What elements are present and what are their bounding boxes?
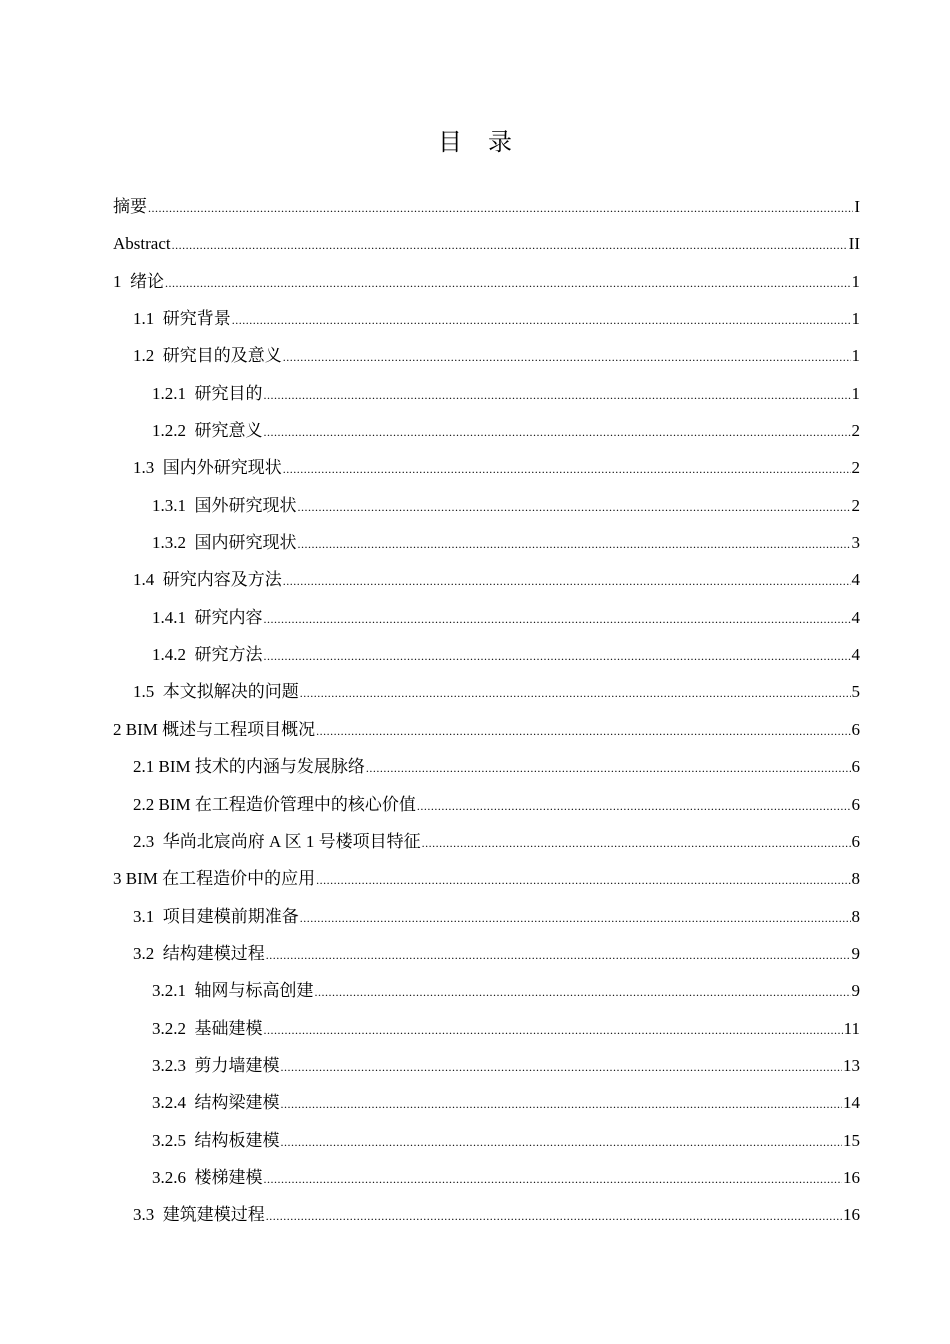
toc-entry[interactable] (113, 792, 860, 829)
toc-entry[interactable] (113, 194, 860, 231)
toc-entry-page: 1 (851, 346, 860, 366)
toc-entry[interactable] (113, 1090, 860, 1127)
toc-entry-page: 2 (851, 421, 860, 441)
toc-entry[interactable] (113, 455, 860, 492)
toc-entry-page: 15 (843, 1130, 860, 1150)
toc-entry-page: I (854, 197, 860, 216)
dot-leader (298, 494, 851, 520)
toc-entry-page: II (848, 234, 860, 254)
dot-leader (315, 979, 851, 1005)
toc-entry-label: 3.2.4 结构梁建模 (152, 1093, 280, 1113)
toc-entry-label: 3.2.6 楼梯建模 (152, 1167, 263, 1187)
dot-leader (172, 232, 848, 258)
toc-entry-label: 2.1 BIM 技术的内涵与发展脉络 (133, 757, 365, 777)
toc-entry[interactable] (113, 306, 860, 343)
toc-entry-page: 9 (851, 981, 860, 1001)
toc-entry-label: 3.2.3 剪力墙建模 (152, 1055, 280, 1075)
dot-leader (300, 905, 851, 931)
toc-entry-page: 16 (843, 1205, 860, 1225)
dot-leader (232, 307, 851, 333)
toc-entry[interactable] (113, 567, 860, 604)
toc-entry[interactable] (113, 679, 860, 716)
dot-leader (264, 606, 851, 632)
dot-leader (300, 680, 851, 706)
toc-entry[interactable] (113, 1053, 860, 1090)
dot-leader (417, 793, 851, 819)
dot-leader (283, 568, 851, 594)
toc-entry-label: 1.2.2 研究意义 (152, 421, 263, 441)
toc-entry-label: 摘要 (113, 197, 147, 216)
toc-entry-label: 3.2.1 轴网与标高创建 (152, 981, 314, 1001)
dot-leader (316, 867, 850, 893)
toc-entry-page: 2 (851, 458, 860, 478)
dot-leader (266, 942, 851, 968)
toc-entry-page: 4 (851, 645, 860, 665)
toc-entry-page: 2 (851, 495, 860, 515)
dot-leader (281, 1054, 843, 1080)
toc-entry[interactable] (113, 381, 860, 418)
toc-entry-page: 9 (851, 943, 860, 963)
dot-leader (281, 1129, 843, 1155)
toc-entry[interactable] (113, 1202, 860, 1239)
toc-entry-label: 1.3.2 国内研究现状 (152, 533, 297, 553)
toc-entry-label: 3.2 结构建模过程 (133, 943, 265, 963)
toc-entry-page: 4 (851, 607, 860, 627)
toc-entry-label: 1.4.1 研究内容 (152, 607, 263, 627)
toc-entry[interactable] (113, 754, 860, 791)
toc-entry-label: 1.3 国内外研究现状 (133, 458, 282, 478)
toc-entry-label: 1.2 研究目的及意义 (133, 346, 282, 366)
toc-entry-page: 13 (843, 1055, 860, 1075)
dot-leader (422, 830, 851, 856)
toc-entry-label: 3.3 建筑建模过程 (133, 1205, 265, 1225)
toc-entry-label: 3.1 项目建模前期准备 (133, 906, 299, 926)
toc-entry-page: 6 (851, 831, 860, 851)
toc-entry[interactable] (113, 904, 860, 941)
toc-entry-label: 1.3.1 国外研究现状 (152, 495, 297, 515)
toc-entry-page: 4 (851, 570, 860, 590)
dot-leader (283, 344, 851, 370)
toc-entry[interactable] (113, 418, 860, 455)
dot-leader (264, 1166, 843, 1192)
toc-entry[interactable] (113, 1016, 860, 1053)
toc-entry-page: 1 (851, 271, 860, 291)
toc-entry-page: 14 (843, 1093, 860, 1113)
dot-leader (264, 643, 851, 669)
dot-leader (264, 382, 851, 408)
toc-entry[interactable] (113, 493, 860, 530)
toc-entry-page: 8 (851, 906, 860, 926)
dot-leader (281, 1091, 843, 1117)
toc-entry[interactable] (113, 717, 860, 754)
toc-entry-page: 8 (851, 869, 860, 889)
toc-entry-page: 5 (851, 682, 860, 702)
toc-entry[interactable] (113, 978, 860, 1015)
dot-leader (148, 195, 853, 221)
toc-entry-label: 1 绪论 (113, 271, 164, 291)
dot-leader (165, 270, 851, 296)
toc-entry-label: 3.2.2 基础建模 (152, 1018, 263, 1038)
toc-entry[interactable] (113, 1165, 860, 1202)
toc-entry-label: 2.2 BIM 在工程造价管理中的核心价值 (133, 794, 416, 814)
dot-leader (264, 1017, 843, 1043)
toc-entry-label: Abstract (113, 234, 171, 254)
toc-entry-page: 6 (851, 719, 860, 739)
page-title: 目录 (438, 128, 538, 156)
toc-entry-label: 1.2.1 研究目的 (152, 383, 263, 403)
toc-entry-page: 6 (851, 757, 860, 777)
dot-leader (283, 456, 851, 482)
toc-entry-page: 16 (843, 1167, 860, 1187)
toc-entry-page: 1 (851, 383, 860, 403)
toc-entry-label: 3 BIM 在工程造价中的应用 (113, 869, 316, 889)
toc-entry[interactable] (113, 530, 860, 567)
toc-entry[interactable] (113, 605, 860, 642)
toc-entry-label: 1.4 研究内容及方法 (133, 570, 282, 590)
dot-leader (316, 718, 850, 744)
dot-leader (264, 419, 851, 445)
toc-entry-label: 2.3 华尚北宸尚府 A 区 1 号楼项目特征 (133, 831, 421, 851)
table-of-contents (113, 194, 860, 1240)
dot-leader (298, 531, 851, 557)
toc-entry-label: 1.1 研究背景 (133, 309, 231, 329)
toc-entry-label: 1.4.2 研究方法 (152, 645, 263, 665)
toc-entry[interactable] (113, 866, 860, 903)
toc-entry-page: 1 (851, 309, 860, 329)
toc-entry-page: 11 (843, 1018, 860, 1038)
toc-entry-label: 1.5 本文拟解决的问题 (133, 682, 299, 702)
toc-entry[interactable] (113, 1128, 860, 1165)
toc-entry[interactable] (113, 343, 860, 380)
toc-entry[interactable] (113, 941, 860, 978)
toc-entry[interactable] (113, 231, 860, 268)
toc-entry[interactable] (113, 642, 860, 679)
dot-leader (266, 1203, 842, 1229)
toc-entry[interactable] (113, 829, 860, 866)
toc-entry-label: 3.2.5 结构板建模 (152, 1130, 280, 1150)
toc-entry-page: 6 (851, 794, 860, 814)
toc-entry-label: 2 BIM 概述与工程项目概况 (113, 719, 316, 739)
toc-entry[interactable] (113, 269, 860, 306)
dot-leader (366, 755, 851, 781)
toc-entry-page: 3 (851, 533, 860, 553)
